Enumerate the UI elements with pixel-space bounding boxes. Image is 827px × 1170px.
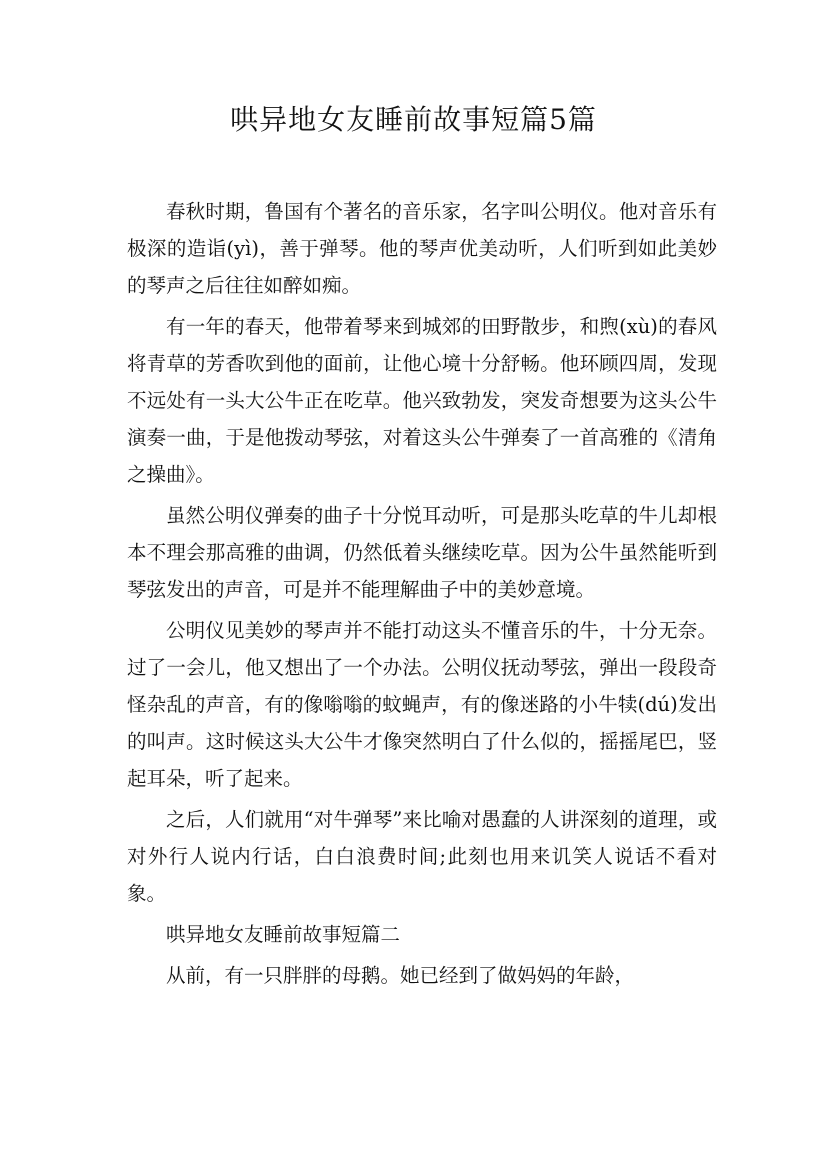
paragraph-4: 公明仪见美妙的琴声并不能打动这头不懂音乐的牛，十分无奈。过了一会儿，他又想出了一个办法。公明仪抚动琴弦，弹出一段段奇怪杂乱的声音，有的像嗡嗡的蚊蝇声，有的像迷路的小牛犊(dú)发出的叫声。这时候这头大公牛才像突然明白了什么似的，摇摇尾巴，竖起耳朵，听了起来。 (127, 619, 717, 790)
paragraph-6: 从前，有一只胖胖的母鹅。她已经到了做妈妈的年龄， (166, 964, 635, 987)
paragraph-1: 春秋时期，鲁国有个著名的音乐家，名字叫公明仪。他对音乐有极深的造诣(yì)，善于弹琴。他的琴声优美动听，人们听到如此美妙的琴声之后往往如醉如痴。 (127, 200, 717, 297)
paragraph-2: 有一年的春天，他带着琴来到城郊的田野散步，和煦(xù)的春风将青草的芳香吹到他的面前，让他心境十分舒畅。他环顾四周，发现不远处有一头大公牛正在吃草。他兴致勃发，突发奇想要为这头公牛演奏一曲，于是他拨动琴弦，对着这头公牛弹奏了一首高雅的《清角之操曲》。 (127, 315, 717, 486)
section-heading-2: 哄异地女友睡前故事短篇二 (166, 923, 401, 946)
document-title: 哄异地女友睡前故事短篇5篇 (230, 103, 597, 136)
paragraph-3: 虽然公明仪弹奏的曲子十分悦耳动听，可是那头吃草的牛儿却根本不理会那高雅的曲调，仍然低着头继续吃草。因为公牛虽然能听到琴弦发出的声音，可是并不能理解曲子中的美妙意境。 (127, 504, 717, 601)
document-body (127, 193, 717, 998)
paragraph-5: 之后，人们就用“对牛弹琴”来比喻对愚蠢的人讲深刻的道理，或对外行人说内行话，白白浪费时间;此刻也用来讥笑人说话不看对象。 (127, 808, 717, 905)
